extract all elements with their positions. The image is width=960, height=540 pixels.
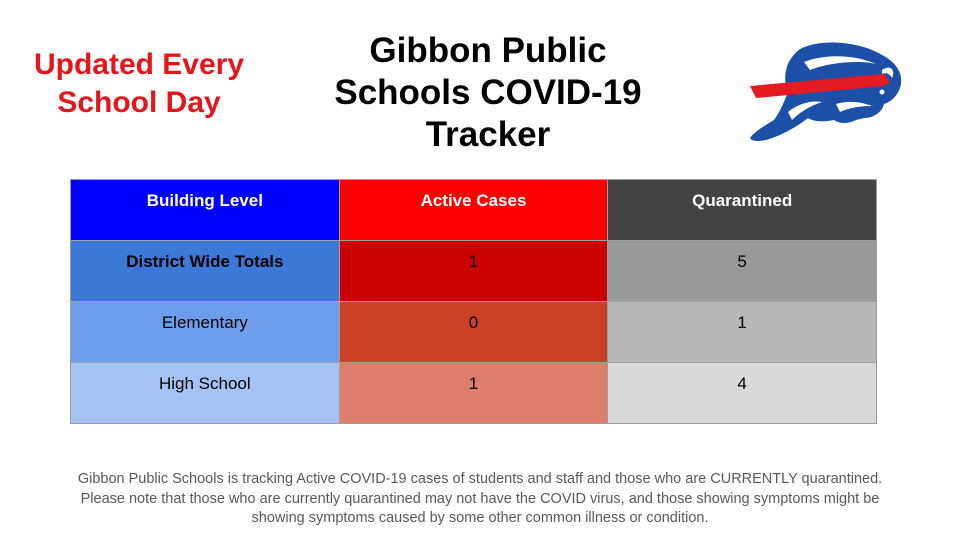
cell-active-cases: 1 — [339, 363, 608, 424]
cell-quarantined: 1 — [608, 302, 877, 363]
covid-tracker-table — [70, 179, 877, 424]
cell-building-level: Elementary — [71, 302, 340, 363]
cell-active-cases: 1 — [339, 241, 608, 302]
table-row — [71, 363, 877, 424]
updated-every-school-day-label: Updated Every School Day — [33, 48, 245, 119]
cell-active-cases: 0 — [339, 302, 608, 363]
table-header-row — [71, 180, 877, 241]
header-quarantined: Quarantined — [608, 180, 877, 241]
page-title: Gibbon Public Schools COVID-19 Tracker — [334, 31, 642, 154]
table-row — [71, 241, 877, 302]
buffalo-logo-icon — [744, 40, 908, 144]
table-row — [71, 302, 877, 363]
cell-building-level: High School — [71, 363, 340, 424]
cell-quarantined: 5 — [608, 241, 877, 302]
cell-quarantined: 4 — [608, 363, 877, 424]
header-active-cases: Active Cases — [339, 180, 608, 241]
header-building-level: Building Level — [71, 180, 340, 241]
footnote-text: Gibbon Public Schools is tracking Active COVID-19 cases of students and staff and those who are CURRENTLY quarantined. Please note that those who are currently quarantined may not have the COVID virus, and those showing symptoms might be showing symptoms caused by some other common illness or condition. — [77, 471, 883, 526]
cell-building-level: District Wide Totals — [71, 241, 340, 302]
